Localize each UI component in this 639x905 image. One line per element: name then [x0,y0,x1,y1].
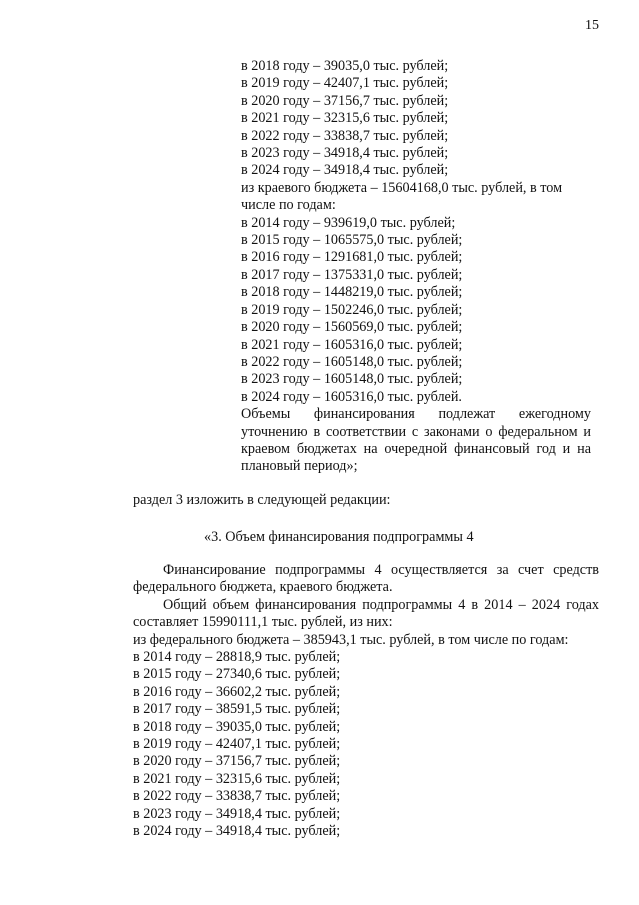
regional-year-line: в 2015 году – 1065575,0 тыс. рублей; [241,232,463,249]
regional-year-line: в 2017 году – 1375331,0 тыс. рублей; [241,266,463,283]
regional-year-line: в 2021 году – 1605316,0 тыс. рублей; [241,336,463,353]
federal-year-line: в 2020 году – 37156,7 тыс. рублей; [133,753,341,770]
section-3-body [133,562,599,841]
regional-year-line: в 2024 году – 1605316,0 тыс. рублей. [241,388,462,405]
regional-year-line: в 2023 году – 1605148,0 тыс. рублей; [241,371,463,388]
federal-year-line: в 2015 году – 27340,6 тыс. рублей; [133,666,341,683]
federal-year-line: в 2016 году – 36602,2 тыс. рублей; [133,683,341,700]
federal-year-line: в 2018 году – 39035,0 тыс. рублей; [241,58,449,74]
regional-year-line: в 2022 году – 1605148,0 тыс. рублей; [241,353,463,370]
section-intro-text: раздел 3 изложить в следующей редакции: [133,492,391,508]
federal-year-line: в 2023 году – 34918,4 тыс. рублей; [241,145,449,162]
federal-year-line: в 2021 году – 32315,6 тыс. рублей; [133,770,341,787]
federal-year-line: в 2017 году – 38591,5 тыс. рублей; [133,701,341,718]
regional-budget-intro-cont: числе по годам: [241,197,336,214]
federal-year-line: в 2019 году – 42407,1 тыс. рублей; [241,75,449,92]
funding-continuation-block [241,58,591,476]
federal-year-line: в 2024 году – 34918,4 тыс. рублей; [133,823,341,840]
regional-year-line: в 2019 году – 1502246,0 тыс. рублей; [241,301,463,318]
regional-year-line: в 2014 году – 939619,0 тыс. рублей; [241,214,456,231]
federal-year-line: в 2014 году – 28818,9 тыс. рублей; [133,649,341,666]
regional-year-line: в 2018 году – 1448219,0 тыс. рублей; [241,284,463,301]
federal-year-line: в 2022 году – 33838,7 тыс. рублей; [241,127,449,144]
federal-year-line: в 2021 году – 32315,6 тыс. рублей; [241,110,449,127]
federal-year-line: в 2020 году – 37156,7 тыс. рублей; [241,92,449,109]
page-number: 15 [585,18,599,33]
regional-year-line: в 2020 году – 1560569,0 тыс. рублей; [241,319,463,336]
federal-year-line: в 2022 году – 33838,7 тыс. рублей; [133,788,341,805]
federal-budget-intro: из федерального бюджета – 385943,1 тыс. рублей, в том числе по годам: [133,631,569,648]
federal-year-line: в 2019 году – 42407,1 тыс. рублей; [133,736,341,753]
federal-year-line: в 2023 году – 34918,4 тыс. рублей; [133,805,341,822]
funding-note: Объемы финансирования подлежат ежегодному уточнению в соответствии с законами о федеральном и краевом бюджетах на очередной финансовый год и на плановый период»; [241,406,591,475]
federal-year-line: в 2024 году – 34918,4 тыс. рублей; [241,162,449,179]
financing-paragraph: Финансирование подпрограммы 4 осуществляется за счет средств федерального бюджета, краевого бюджета. [133,562,599,596]
regional-budget-intro: из краевого бюджета – 15604168,0 тыс. рублей, в том [241,179,563,196]
section-heading: «3. Объем финансирования подпрограммы 4 [204,529,474,545]
federal-year-line: в 2018 году – 39035,0 тыс. рублей; [133,718,341,735]
total-volume-paragraph: Общий объем финансирования подпрограммы 4 в 2014 – 2024 годах составляет 15990111,1 тыс. рублей, из них: [133,596,599,631]
regional-year-line: в 2016 году – 1291681,0 тыс. рублей; [241,249,463,266]
